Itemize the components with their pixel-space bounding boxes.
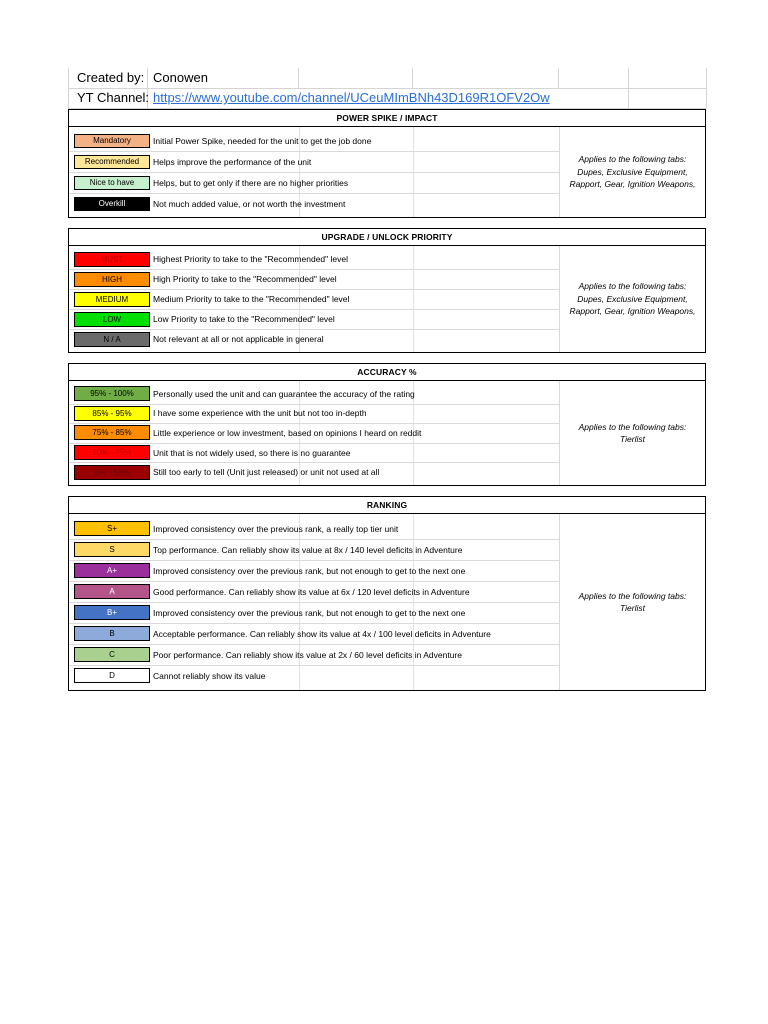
upgrade-priority-section <box>68 228 706 353</box>
accuracy-badge-0pct-50pct: 0% - 50% <box>74 465 150 480</box>
applies-line: Applies to the following tabs: <box>578 421 687 432</box>
ranking-badge-b: B <box>74 626 150 641</box>
ranking-description: Poor performance. Can reliably show its value at 2x / 60 level deficits in Adventure <box>153 649 462 660</box>
accuracy-badge-50pct-75pct: 50% - 75% <box>74 445 150 460</box>
upgrade-description: Not relevant at all or not applicable in general <box>153 334 324 344</box>
channel-link[interactable]: https://www.youtube.com/channel/UCeuMImBNh43D169R1OFV2Ow <box>153 90 550 105</box>
upgrade-row-medium <box>69 289 559 310</box>
power-row-mandatory <box>69 130 559 152</box>
power-description: Helps, but to get only if there are no higher priorities <box>153 177 349 188</box>
ranking-description: Improved consistency over the previous rank, but not enough to get to the next one <box>153 607 466 618</box>
power-description: Not much added value, or not worth the investment <box>153 198 346 209</box>
upgrade-row-n-a <box>69 329 559 349</box>
ranking-badge-s: S <box>74 542 150 557</box>
accuracy-description: Still too early to tell (Unit just released) or unit not used at all <box>153 467 380 478</box>
applies-line: Applies to the following tabs: <box>578 154 687 165</box>
accuracy-badge-95pct-100pct: 95% - 100% <box>74 386 150 401</box>
created-by-label: Created by: <box>77 70 145 85</box>
accuracy-applies-note <box>559 381 705 485</box>
power-row-recommended <box>69 151 559 173</box>
accuracy-title: ACCURACY % <box>69 364 705 381</box>
channel-label: YT Channel: <box>77 90 150 105</box>
ranking-applies-note <box>559 514 705 690</box>
ranking-row-a <box>69 581 559 603</box>
power-row-overkill <box>69 193 559 214</box>
power-description: Initial Power Spike, needed for the unit to get the job done <box>153 135 372 146</box>
ranking-badge-a: A <box>74 584 150 599</box>
accuracy-row-50pct-75pct <box>69 443 559 464</box>
ranking-row-d <box>69 665 559 686</box>
ranking-title: RANKING <box>69 497 705 514</box>
upgrade-priority-title: UPGRADE / UNLOCK PRIORITY <box>69 229 705 246</box>
power-applies-note <box>559 127 705 217</box>
upgrade-badge-low: LOW <box>74 312 150 327</box>
power-spike-section <box>68 109 706 218</box>
applies-line: Rapport, Gear, Ignition Weapons, <box>569 179 696 190</box>
ranking-badge-b-plus: B+ <box>74 605 150 620</box>
upgrade-description: Highest Priority to take to the "Recommended" level <box>153 254 349 264</box>
accuracy-badge-85pct-95pct: 85% - 95% <box>74 406 150 421</box>
channel-row <box>68 88 706 109</box>
ranking-badge-d: D <box>74 668 150 683</box>
accuracy-row-95pct-100pct <box>69 384 559 405</box>
power-description: Helps improve the performance of the unit <box>153 156 312 167</box>
ranking-row-b <box>69 623 559 645</box>
ranking-description: Acceptable performance. Can reliably show its value at 4x / 100 level deficits in Adventure <box>153 628 491 639</box>
power-row-nice-to-have <box>69 172 559 194</box>
accuracy-description: Little experience or low investment, based on opinions I heard on reddit <box>153 427 422 438</box>
ranking-section <box>68 496 706 691</box>
applies-line: Applies to the following tabs: <box>578 281 687 292</box>
accuracy-description: Unit that is not widely used, so there is no guarantee <box>153 447 351 458</box>
ranking-row-s-plus <box>69 518 559 540</box>
ranking-badge-s-plus: S+ <box>74 521 150 536</box>
accuracy-description: I have some experience with the unit but not too in-depth <box>153 408 367 419</box>
applies-line: Tierlist <box>620 603 645 613</box>
upgrade-row-must <box>69 249 559 270</box>
upgrade-badge-high: HIGH <box>74 272 150 287</box>
accuracy-section <box>68 363 706 486</box>
ranking-row-a-plus <box>69 560 559 582</box>
upgrade-badge-must: MUST <box>74 252 150 267</box>
upgrade-row-low <box>69 309 559 330</box>
power-badge-overkill: Overkill <box>74 197 150 211</box>
created-by-row <box>68 68 706 89</box>
applies-line: Rapport, Gear, Ignition Weapons, <box>569 306 696 317</box>
power-spike-title: POWER SPIKE / IMPACT <box>69 110 705 127</box>
ranking-badge-a-plus: A+ <box>74 563 150 578</box>
accuracy-row-75pct-85pct <box>69 423 559 444</box>
accuracy-row-0pct-50pct <box>69 462 559 482</box>
created-by-value: Conowen <box>153 70 208 85</box>
upgrade-badge-n-a: N / A <box>74 332 150 347</box>
applies-line: Dupes, Exclusive Equipment, <box>577 166 688 177</box>
accuracy-description: Personally used the unit and can guarantee the accuracy of the rating <box>153 388 415 399</box>
power-badge-nice-to-have: Nice to have <box>74 176 150 190</box>
upgrade-description: Low Priority to take to the "Recommended" level <box>153 314 335 324</box>
ranking-description: Improved consistency over the previous rank, a really top tier unit <box>153 523 399 534</box>
applies-line: Dupes, Exclusive Equipment, <box>577 293 688 304</box>
upgrade-row-high <box>69 269 559 290</box>
accuracy-badge-75pct-85pct: 75% - 85% <box>74 425 150 440</box>
upgrade-description: Medium Priority to take to the "Recommended" level <box>153 294 350 304</box>
ranking-description: Improved consistency over the previous rank, but not enough to get to the next one <box>153 565 466 576</box>
ranking-description: Good performance. Can reliably show its value at 6x / 120 level deficits in Adventure <box>153 586 470 597</box>
ranking-description: Top performance. Can reliably show its value at 8x / 140 level deficits in Adventure <box>153 544 463 555</box>
ranking-row-c <box>69 644 559 666</box>
upgrade-badge-medium: MEDIUM <box>74 292 150 307</box>
power-badge-recommended: Recommended <box>74 155 150 169</box>
upgrade-applies-note <box>559 246 705 352</box>
accuracy-row-85pct-95pct <box>69 404 559 425</box>
ranking-description: Cannot reliably show its value <box>153 670 266 681</box>
ranking-row-s <box>69 539 559 561</box>
upgrade-description: High Priority to take to the "Recommended" level <box>153 274 337 284</box>
applies-line: Applies to the following tabs: <box>578 590 687 601</box>
ranking-row-b-plus <box>69 602 559 624</box>
ranking-badge-c: C <box>74 647 150 662</box>
power-badge-mandatory: Mandatory <box>74 134 150 148</box>
applies-line: Tierlist <box>620 434 645 444</box>
